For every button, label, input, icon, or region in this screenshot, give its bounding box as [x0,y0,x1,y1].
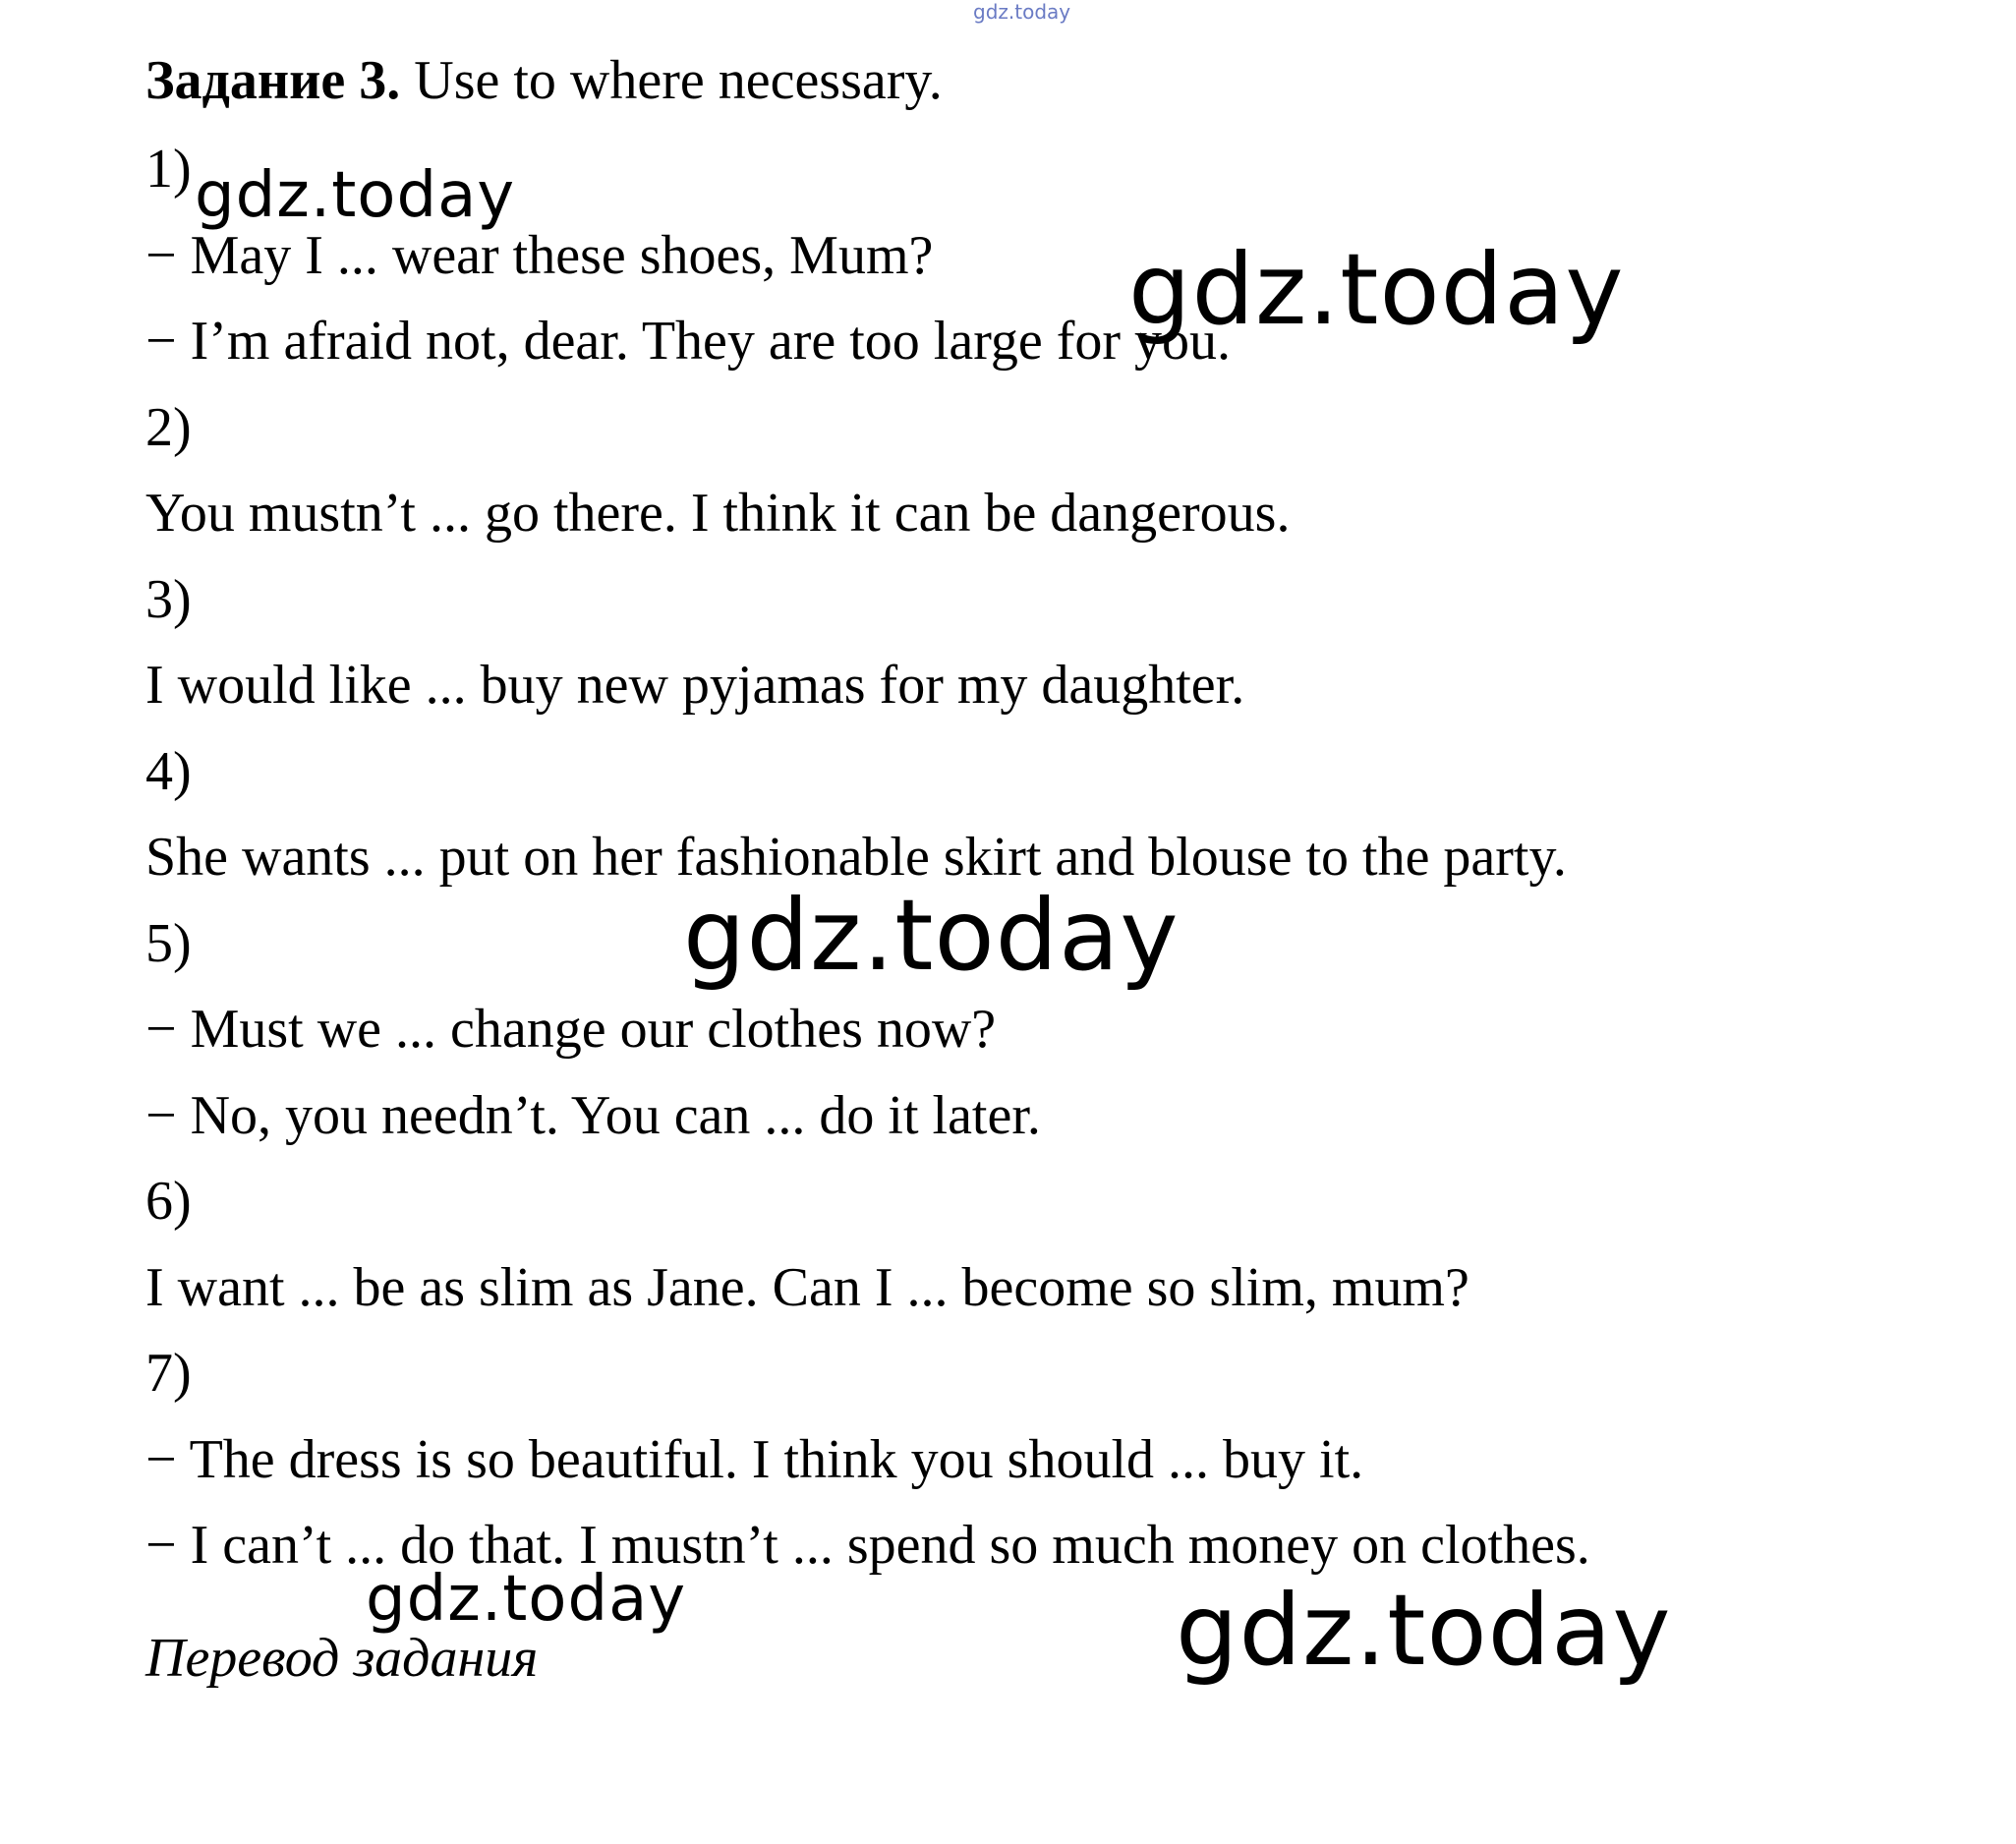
watermark-1: gdz.today [195,159,516,232]
item-7-line-1: − The dress is so beautiful. I think you should ... buy it. [145,1429,1364,1490]
item-number-2: 2) [145,397,192,458]
watermark-2: gdz.today [1128,232,1625,347]
task-heading [145,49,943,112]
watermark-4: gdz.today [366,1563,687,1636]
task-instruction: Use to where necessary. [400,50,943,111]
item-5-line-1: − Must we ... change our clothes now? [145,999,997,1060]
item-6-line-1: I want ... be as slim as Jane. Can I ... become so slim, mum? [145,1257,1469,1318]
item-7-line-2: − I can’t ... do that. I mustn’t ... spend so much money on clothes. [145,1515,1590,1576]
item-number-5: 5) [145,913,192,974]
item-5-line-2: − No, you needn’t. You can ... do it later. [145,1085,1041,1146]
item-number-6: 6) [145,1171,192,1232]
item-number-3: 3) [145,569,192,630]
item-number-4: 4) [145,741,192,802]
watermark-top: gdz.today [973,0,1071,24]
item-1-line-2: − I’m afraid not, dear. They are too large for you. [145,311,1232,372]
item-2-line-1: You mustn’t ... go there. I think it can be dangerous. [145,483,1291,544]
watermark-3: gdz.today [683,878,1180,993]
item-4-line-1: She wants ... put on her fashionable skirt and blouse to the party. [145,827,1567,888]
task-label: Задание 3. [145,50,401,111]
item-3-line-1: I would like ... buy new pyjamas for my daughter. [145,655,1245,716]
item-number-1: 1) [145,139,192,200]
item-number-7: 7) [145,1343,192,1404]
translation-link[interactable]: Перевод задания [145,1628,539,1689]
item-1-line-1: − May I ... wear these shoes, Mum? [145,225,934,286]
watermark-5: gdz.today [1176,1573,1672,1688]
